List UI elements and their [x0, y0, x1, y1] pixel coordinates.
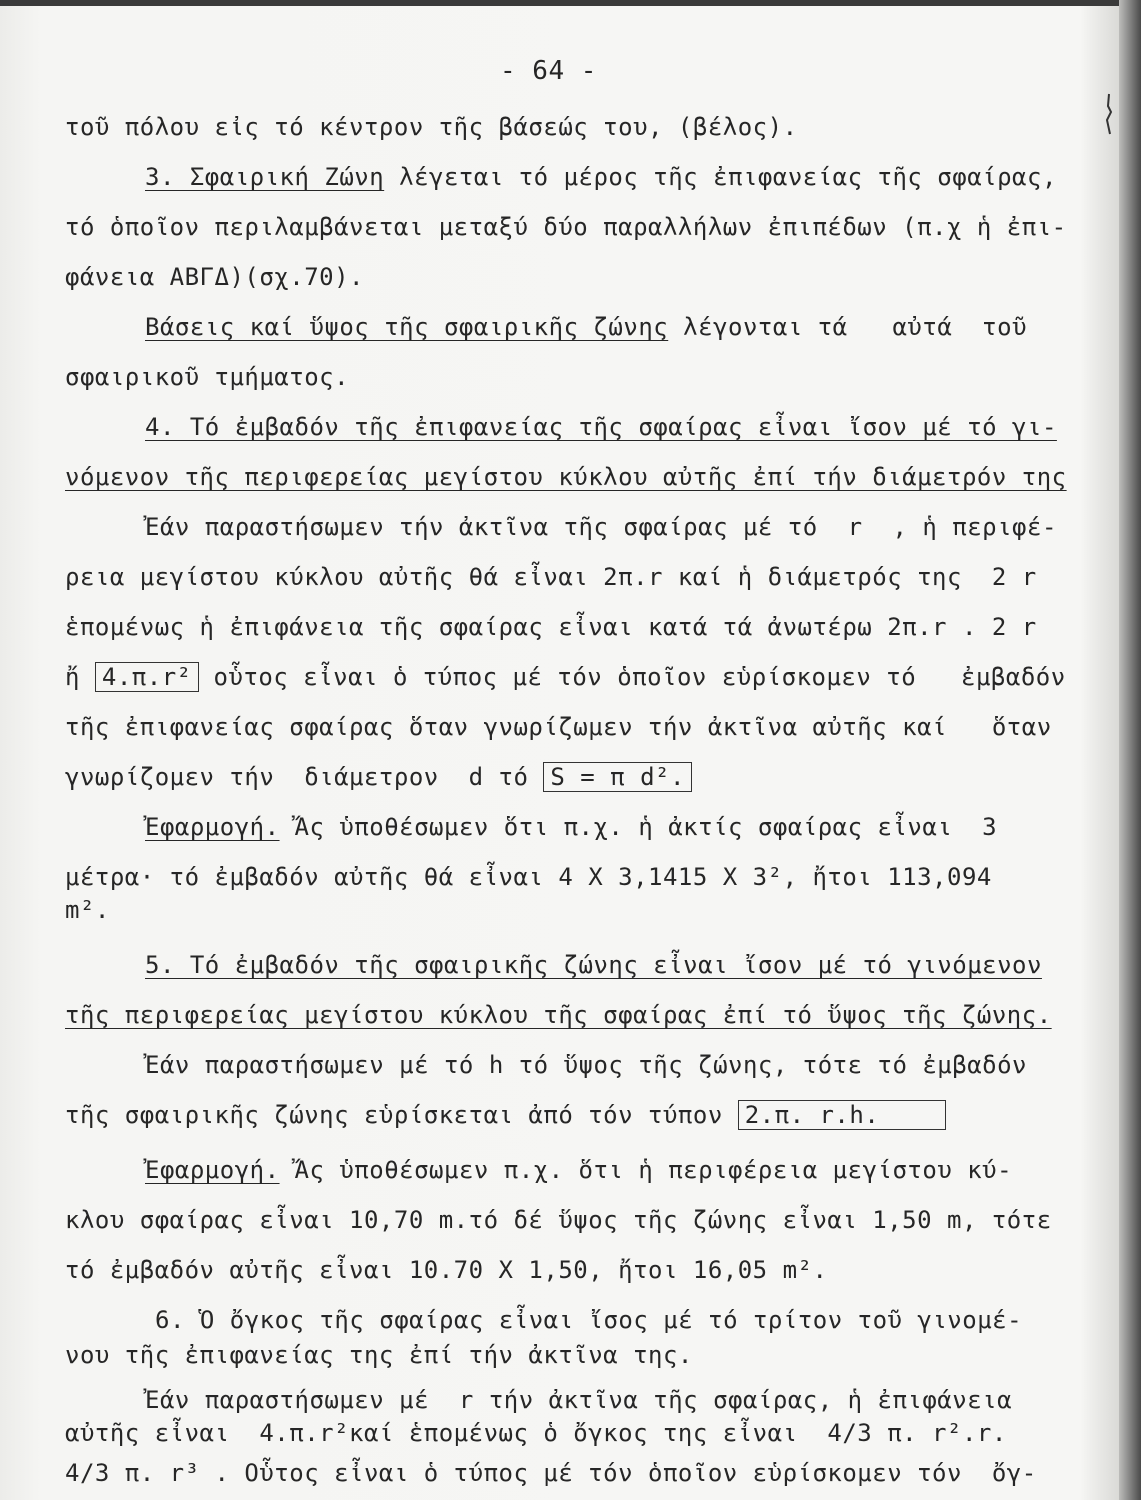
- text-segment: ρεια μεγίστου κύκλου αὐτῆς θά εἶναι 2π.r καί ἡ διάμετρός της 2 r: [65, 563, 1037, 591]
- text-line: [65, 895, 110, 925]
- text-segment: οὗτος εἶναι ὁ τύπος μέ τόν ὁποῖον εὑρίσκομεν τό ἐμβαδόν: [198, 663, 1066, 691]
- text-line: [65, 462, 1067, 492]
- text-segment: λέγονται τά αὐτά τοῦ: [668, 313, 1028, 341]
- page-number: - 64 -: [500, 56, 597, 86]
- text-segment: 4/3 π. r³ . Οὗτος εἶναι ὁ τύπος μέ τόν ὁποῖον εὑρίσκομεν τόν ὄγ-: [65, 1459, 1037, 1487]
- underlined-text: 4. Τό ἐμβαδόν τῆς ἐπιφανείας τῆς σφαίρας εἶναι ἴσον μέ τό γι-: [145, 413, 1057, 441]
- underlined-text: Ἐφαρμογή.: [145, 1156, 280, 1184]
- underlined-text: τῆς περιφερείας μεγίστου κύκλου τῆς σφαίρας ἐπί τό ὕψος τῆς ζώνης.: [65, 1001, 1052, 1029]
- text-line: [145, 950, 1042, 980]
- text-segment: Ἐάν παραστήσωμεν μέ τό h τό ὕψος τῆς ζώνης, τότε τό ἐμβαδόν: [145, 1051, 1028, 1079]
- text-line: [65, 662, 1066, 692]
- text-line: [65, 262, 364, 292]
- text-line: [145, 512, 1057, 542]
- text-segment: γνωρίζομεν τήν διάμετρον d τό: [65, 763, 544, 791]
- text-segment: λέγεται τό μέρος τῆς ἐπιφανείας τῆς σφαίρας,: [384, 163, 1057, 191]
- formula-box: 2.π. r.h.: [738, 1100, 946, 1130]
- text-segment: τῆς σφαιρικῆς ζώνης εὑρίσκεται ἀπό τόν τύπον: [65, 1101, 738, 1129]
- text-segment: νου τῆς ἐπιφανείας της ἐπί τήν ἀκτῖνα της.: [65, 1341, 693, 1369]
- underlined-text: 3. Σφαιρική Ζώνη: [145, 163, 385, 191]
- text-line: [65, 562, 1037, 592]
- text-segment: Ἄς ὑποθέσωμεν π.χ. ὅτι ἡ περιφέρεια μεγίστου κύ-: [279, 1156, 1013, 1184]
- text-segment: ἤ: [65, 663, 95, 691]
- text-line: [145, 162, 1057, 192]
- text-segment: μέτρα· τό ἐμβαδόν αὐτῆς θά εἶναι 4 Χ 3,1415 Χ 3², ἤτοι 113,094: [65, 863, 992, 891]
- text-segment: Ἄς ὑποθέσωμεν ὅτι π.χ. ἡ ἀκτίς σφαίρας εἶναι 3: [279, 813, 998, 841]
- text-line: [145, 1385, 1012, 1415]
- text-segment: φάνεια ΑΒΓΔ)(σχ.70).: [65, 263, 364, 291]
- formula-box: S = π d².: [543, 762, 692, 792]
- underlined-text: Ἐφαρμογή.: [145, 813, 280, 841]
- text-line: [65, 1255, 827, 1285]
- text-segment: Ἐάν παραστήσωμεν μέ r τήν ἀκτῖνα τῆς σφαίρας, ἡ ἐπιφάνεια: [145, 1386, 1013, 1414]
- formula-box: 4.π.r²: [95, 662, 199, 692]
- underlined-text: Βάσεις καί ὕψος τῆς σφαιρικῆς ζώνης: [145, 313, 669, 341]
- text-segment: τό ὁποῖον περιλαμβάνεται μεταξύ δύο παραλλήλων ἐπιπέδων (π.χ ἡ ἐπι-: [65, 213, 1067, 241]
- text-line: [65, 1000, 1052, 1030]
- text-segment: σφαιρικοῦ τμήματος.: [65, 363, 350, 391]
- text-segment: τοῦ πόλου εἰς τό κέντρον τῆς βάσεώς του, (βέλος).: [65, 113, 798, 141]
- text-line: [65, 212, 1067, 242]
- text-line: [65, 1100, 946, 1130]
- text-line: [65, 862, 992, 892]
- text-line: [65, 612, 1037, 642]
- text-line: [155, 1305, 1022, 1335]
- text-line: [65, 1340, 693, 1370]
- text-line: [65, 112, 798, 142]
- text-line: [145, 1050, 1027, 1080]
- text-line: [65, 762, 692, 792]
- text-line: [145, 812, 997, 842]
- text-segment: αὐτῆς εἶναι 4.π.r²καί ἑπομένως ὁ ὄγκος της εἶναι 4/3 π. r².r.: [65, 1419, 1007, 1447]
- text-segment: τῆς ἐπιφανείας σφαίρας ὅταν γνωρίζωμεν τήν ἀκτῖνα αὐτῆς καί ὅταν: [65, 713, 1052, 741]
- text-line: [65, 1458, 1037, 1488]
- text-line: [145, 1155, 1012, 1185]
- text-line: [65, 712, 1052, 742]
- text-line: [145, 312, 1027, 342]
- text-line: [65, 362, 349, 392]
- text-line: [65, 1418, 1007, 1448]
- text-line: [65, 1205, 1052, 1235]
- underlined-text: 5. Τό ἐμβαδόν τῆς σφαιρικῆς ζώνης εἶναι ἴσον μέ τό γινόμενον: [145, 951, 1042, 979]
- underlined-text: νόμενον τῆς περιφερείας μεγίστου κύκλου αὐτῆς ἐπί τήν διάμετρόν της: [65, 463, 1067, 491]
- text-segment: ἑπομένως ἡ ἐπιφάνεια τῆς σφαίρας εἶναι κατά τά ἀνωτέρω 2π.r . 2 r: [65, 613, 1037, 641]
- text-segment: κλου σφαίρας εἶναι 10,70 m.τό δέ ὕψος τῆς ζώνης εἶναι 1,50 m, τότε: [65, 1206, 1052, 1234]
- text-segment: m².: [65, 896, 110, 924]
- text-segment: τό ἐμβαδόν αὐτῆς εἶναι 10.70 Χ 1,50, ἤτοι 16,05 m².: [65, 1256, 828, 1284]
- text-line: [145, 412, 1057, 442]
- text-segment: Ἐάν παραστήσωμεν τήν ἀκτῖνα τῆς σφαίρας μέ τό r , ἡ περιφέ-: [145, 513, 1057, 541]
- text-segment: 6. Ὁ ὄγκος τῆς σφαίρας εἶναι ἴσος μέ τό τρίτον τοῦ γινομέ-: [155, 1306, 1023, 1334]
